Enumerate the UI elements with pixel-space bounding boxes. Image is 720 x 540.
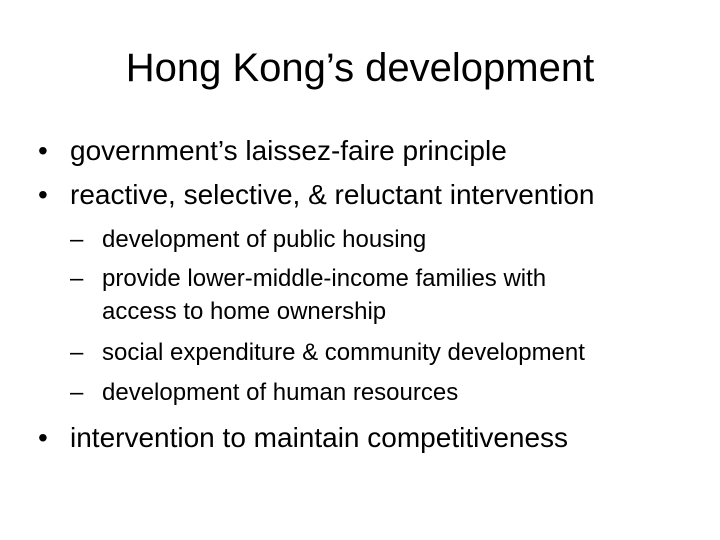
sub-bullet-text: access to home ownership bbox=[102, 298, 387, 325]
sub-bullet-text: social expenditure & community development bbox=[102, 339, 585, 366]
slide-title: Hong Kong’s development bbox=[125, 46, 595, 90]
bullet-text: government’s laissez-faire principle bbox=[70, 135, 507, 166]
dash-icon: – bbox=[70, 339, 84, 366]
bullet-text: intervention to maintain competitiveness bbox=[70, 422, 569, 453]
sub-bullet-text: provide lower-middle-income families with bbox=[102, 265, 547, 292]
sub-bullet-text: development of public housing bbox=[102, 226, 427, 253]
bullet-icon: • bbox=[38, 135, 48, 166]
dash-icon: – bbox=[70, 226, 84, 253]
bullet-icon: • bbox=[38, 422, 48, 453]
dash-icon: – bbox=[70, 379, 84, 406]
sub-bullet-text: development of human resources bbox=[102, 379, 459, 406]
dash-icon: – bbox=[70, 265, 84, 292]
bullet-text: reactive, selective, & reluctant intervention bbox=[70, 179, 595, 210]
bullet-icon: • bbox=[38, 179, 48, 210]
